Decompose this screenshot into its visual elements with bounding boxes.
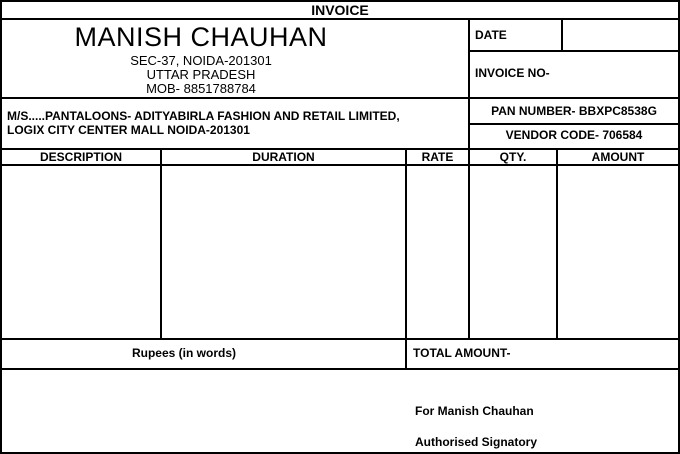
table-body-bottom [0,338,680,340]
table-head-bottom [0,164,680,166]
invoice-title: INVOICE [311,2,369,18]
col-divider-4 [556,148,558,339]
column-header-qty: QTY. [499,150,527,164]
vendor-code: VENDOR CODE- 706584 [505,128,643,142]
seller-mobile: MOB- 8851788784 [146,81,256,96]
pan-divider [469,123,680,125]
column-header-duration: DURATION [252,150,315,164]
column-header-rate: RATE [421,150,454,164]
invoice-no-label: INVOICE NO- [475,66,550,80]
header-divider [0,97,680,99]
title-divider [0,18,680,20]
totals-bottom [0,368,680,370]
column-header-amount: AMOUNT [591,150,645,164]
rupees-in-words-label: Rupees (in words) [131,346,236,360]
col-divider-3 [468,148,470,339]
date-divider [469,50,680,52]
column-header-description: DESCRIPTION [39,150,122,164]
total-amount-label: TOTAL AMOUNT- [413,346,511,360]
date-value-divider [561,18,563,51]
buyer-line2: LOGIX CITY CENTER MALL NOIDA-201301 [7,123,250,137]
seller-name: MANISH CHAUHAN [74,22,328,52]
col-divider-2 [405,148,407,369]
col-divider-1 [160,148,162,339]
seller-address-line1: SEC-37, NOIDA-201301 [130,53,272,68]
buyer-line1: M/S.....PANTALOONS- ADITYABIRLA FASHION AND RETAIL LIMITED, [7,109,400,123]
signature-for-line: For Manish Chauhan [415,404,534,418]
seller-address-line2: UTTAR PRADESH [146,67,256,82]
pan-number: PAN NUMBER- BBXPC8538G [491,104,657,118]
date-label: DATE [475,28,507,42]
authorised-signatory: Authorised Signatory [415,435,538,449]
